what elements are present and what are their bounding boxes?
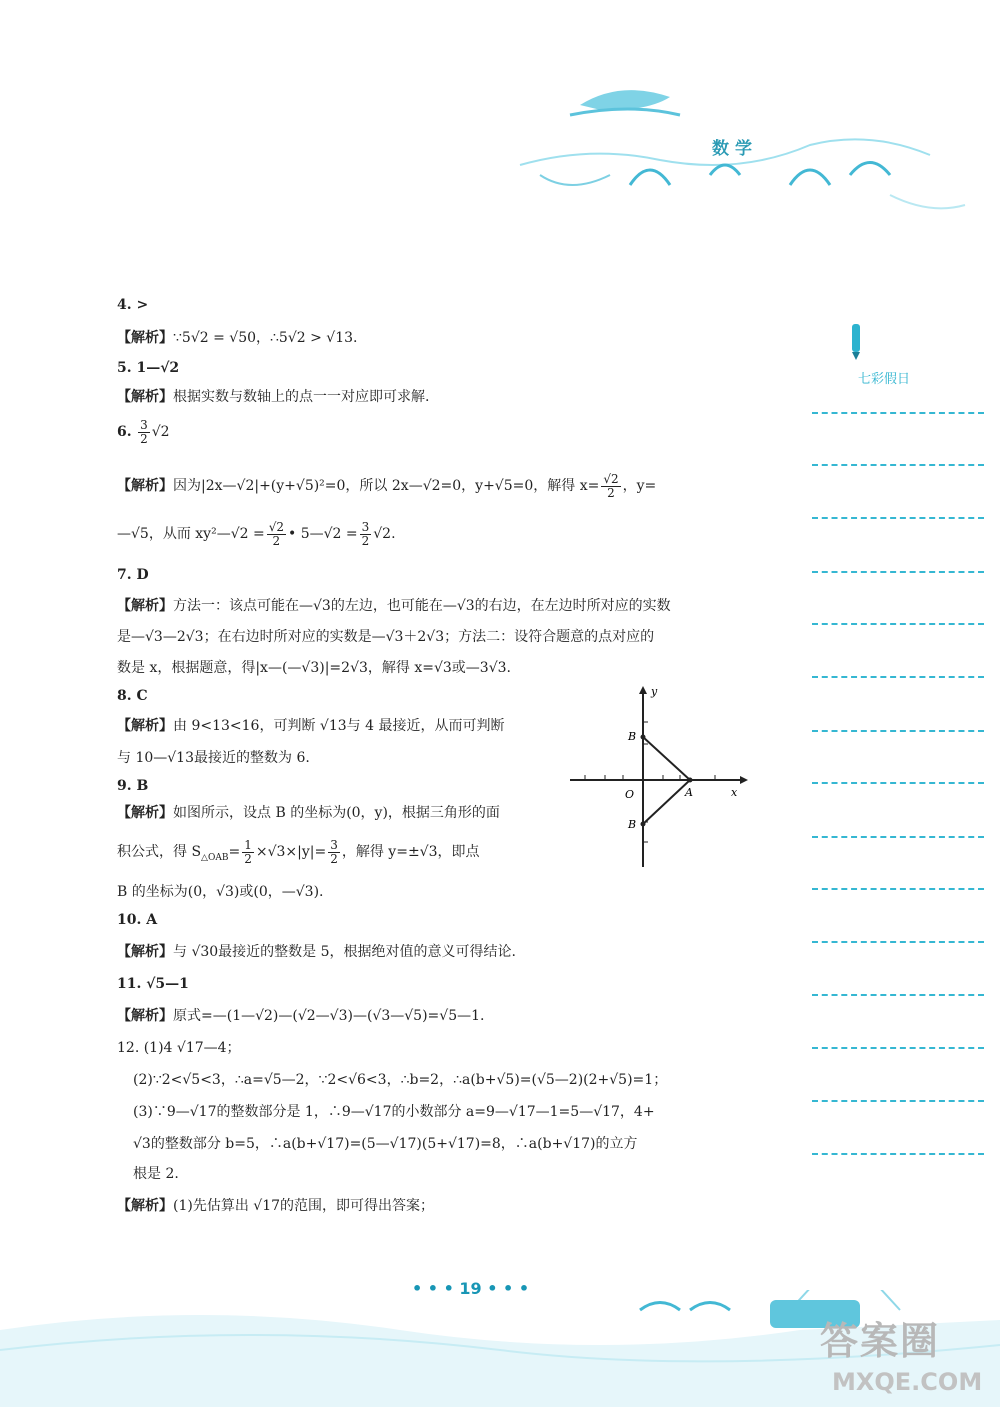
note-line xyxy=(812,1100,984,1102)
point-a-label: A xyxy=(685,786,693,799)
note-line xyxy=(812,571,984,573)
denominator: 2 xyxy=(140,431,148,446)
fraction xyxy=(601,473,620,500)
watermark-url: MXQE.COM xyxy=(832,1368,983,1396)
q8-explanation-line2: 与 10—√13最接近的整数为 6. xyxy=(117,750,310,766)
q9-exp-text-1: 如图所示，设点 B 的坐标为(0，y)，根据三角形的面 xyxy=(173,805,500,821)
sidebar-brand: 七彩假日 xyxy=(858,372,911,387)
q6-exp-text-b-tail: √2. xyxy=(373,526,396,542)
note-line xyxy=(812,994,984,996)
numerator: 3 xyxy=(140,417,148,432)
x-axis-label: x xyxy=(731,786,738,799)
analysis-tag: 【解析】 xyxy=(117,598,173,614)
area-subscript: △OAB xyxy=(201,852,229,863)
denominator: 2 xyxy=(607,485,615,500)
pen-icon xyxy=(846,322,866,362)
subject-title: 数学 xyxy=(712,139,758,159)
note-line xyxy=(812,1047,984,1049)
q9-explanation-line3: B 的坐标为(0，√3)或(0，—√3). xyxy=(117,884,324,900)
q6-answer xyxy=(117,418,170,446)
analysis-tag: 【解析】 xyxy=(117,330,173,346)
q6-answer-tail: √2 xyxy=(151,424,170,440)
q10-explanation-text: 与 √30最接近的整数是 5，根据绝对值的意义可得结论. xyxy=(173,944,516,960)
analysis-tag: 【解析】 xyxy=(117,718,173,734)
q9-explanation-line1 xyxy=(117,805,500,821)
note-line xyxy=(812,676,984,678)
fraction xyxy=(242,839,254,866)
q10-explanation xyxy=(117,944,516,960)
x-axis-arrow xyxy=(740,776,748,784)
q12-answer-part3-line1: (3)∵9—√17的整数部分是 1，∴9—√17的小数部分 a=9—√17—1=5—√17，4+ xyxy=(133,1104,655,1120)
analysis-tag: 【解析】 xyxy=(117,478,173,494)
watermark-logo: 答案圈 xyxy=(820,1319,941,1363)
q12-answer-part2: (2)∵2<√5<3，∴a=√5—2，∵2<√6<3，∴b=2，∴a(b+√5)=(√5—2)(2+√5)=1； xyxy=(133,1072,668,1088)
q6-exp-text-b-mid: • 5—√2 = xyxy=(288,526,358,542)
analysis-tag: 【解析】 xyxy=(117,389,173,405)
q9-answer: 9. B xyxy=(117,778,149,794)
numerator: 3 xyxy=(330,837,338,852)
q12-explanation xyxy=(117,1198,434,1214)
q6-number: 6. xyxy=(117,424,132,440)
q6-exp-text-b: —√5，从而 xy²—√2 = xyxy=(117,526,265,542)
note-line xyxy=(812,782,984,784)
fraction xyxy=(360,521,372,548)
origin-label: O xyxy=(625,788,635,801)
q5-answer: 5. 1—√2 xyxy=(117,360,180,376)
note-line xyxy=(812,836,984,838)
note-line xyxy=(812,517,984,519)
note-line xyxy=(812,730,984,732)
numerator: 1 xyxy=(244,837,252,852)
denominator: 2 xyxy=(361,533,370,548)
coordinate-figure xyxy=(565,682,755,872)
denominator: 2 xyxy=(272,533,281,548)
q9-exp-text-2e: ，解得 y=±√3，即点 xyxy=(341,844,480,860)
numerator: √2 xyxy=(268,519,284,534)
q7-explanation-line3: 数是 x，根据题意，得|x—(—√3)|=2√3，解得 x=√3或—3√3. xyxy=(117,660,511,676)
analysis-tag: 【解析】 xyxy=(117,944,173,960)
y-axis-label: y xyxy=(651,685,658,698)
numerator: √2 xyxy=(603,471,619,486)
q6-fraction xyxy=(138,419,150,446)
fraction xyxy=(267,521,286,548)
q11-answer: 11. √5—1 xyxy=(117,976,189,992)
analysis-tag: 【解析】 xyxy=(117,805,173,821)
q8-explanation-line1 xyxy=(117,718,504,734)
q9-exp-text-2b: = xyxy=(228,844,241,860)
q11-explanation-text: 原式=—(1—√2)—(√2—√3)—(√3—√5)=√5—1. xyxy=(173,1008,485,1024)
q8-answer: 8. C xyxy=(117,688,148,704)
note-line xyxy=(812,623,984,625)
q7-explanation-line2: 是—√3—2√3；在右边时所对应的实数是—√3＋2√3；方法二：设符合题意的点对应的 xyxy=(117,629,655,645)
analysis-tag: 【解析】 xyxy=(117,1008,173,1024)
q10-answer: 10. A xyxy=(117,912,158,928)
q12-answer-part1: 12. (1)4 √17—4； xyxy=(117,1040,241,1056)
denominator: 2 xyxy=(330,851,338,866)
q12-answer-part3-line2: √3的整数部分 b=5，∴a(b+√17)=(5—√17)(5+√17)=8，∴a(b+√17)的立方 xyxy=(133,1136,638,1152)
q6-explanation-line2 xyxy=(117,520,396,548)
q5-explanation-text: 根据实数与数轴上的点一一对应即可求解. xyxy=(173,389,430,405)
q6-exp-text-a: 因为|2x—√2|+(y+√5)²=0，所以 2x—√2=0，y+√5=0，解得 x= xyxy=(173,478,600,494)
note-line xyxy=(812,1153,984,1155)
q7-explanation-line1 xyxy=(117,598,671,614)
q7-exp-text-1: 方法一：该点可能在—√3的左边，也可能在—√3的右边，在左边时所对应的实数 xyxy=(173,598,671,614)
q9-exp-text-2a: 积公式，得 S xyxy=(117,844,202,860)
point-b-bottom-label: B xyxy=(628,818,637,831)
q8-exp-text-1: 由 9<13<16，可判断 √13与 4 最接近，从而可判断 xyxy=(173,718,505,734)
q12-answer-part3-line3: 根是 2. xyxy=(133,1166,179,1182)
point-b-top-label: B xyxy=(628,730,637,743)
q6-explanation-line1 xyxy=(117,472,656,500)
q9-exp-text-2c: ×√3×|y|= xyxy=(255,844,327,860)
note-line xyxy=(812,412,984,414)
q12-explanation-text: (1)先估算出 √17的范围，即可得出答案； xyxy=(173,1198,435,1214)
note-line xyxy=(812,941,984,943)
page-number: • • • 19 • • • xyxy=(412,1279,530,1298)
q4-explanation xyxy=(117,330,357,346)
note-line xyxy=(812,888,984,890)
q7-answer: 7. D xyxy=(117,567,149,583)
q11-explanation xyxy=(117,1008,484,1024)
q5-explanation xyxy=(117,389,429,405)
q9-explanation-line2 xyxy=(117,838,480,872)
q6-exp-text-a-tail: ，y= xyxy=(622,478,657,494)
y-axis-arrow xyxy=(639,686,647,694)
fraction xyxy=(328,839,340,866)
note-line xyxy=(812,464,984,466)
denominator: 2 xyxy=(244,851,252,866)
q4-answer: 4. > xyxy=(117,297,149,313)
analysis-tag: 【解析】 xyxy=(117,1198,173,1214)
numerator: 3 xyxy=(361,519,370,534)
q4-explanation-text: ∵5√2 = √50，∴5√2 > √13. xyxy=(173,330,358,346)
